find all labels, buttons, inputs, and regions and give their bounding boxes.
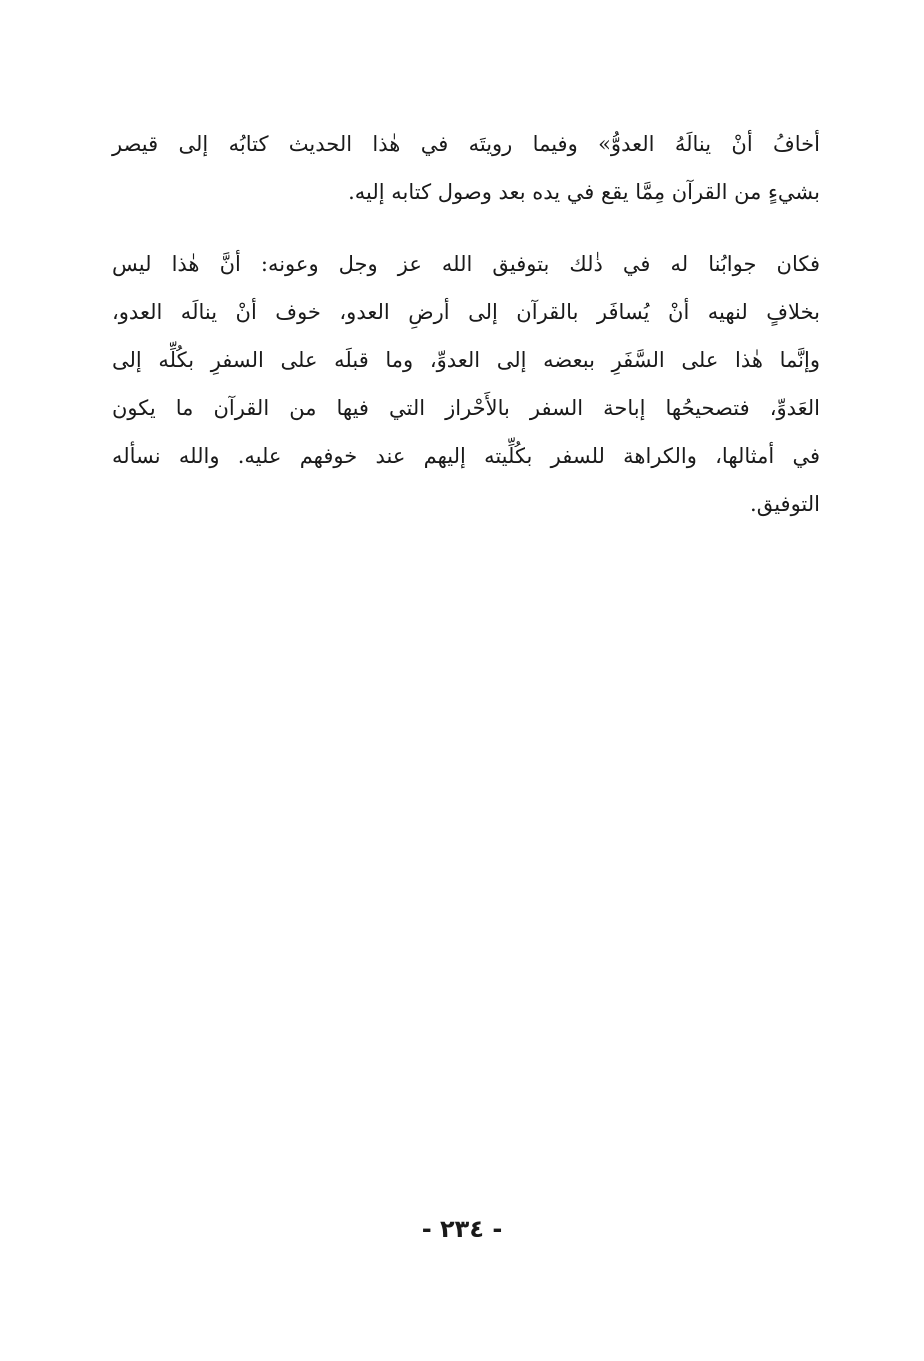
text-line: بخلافٍ لنهيه أنْ يُسافَر بالقرآن إلى أرضِ العدو، خوف أنْ ينالَه العدو، — [112, 300, 820, 324]
text-line: وإنَّما هٰذا على السَّفَرِ ببعضه إلى العدوِّ، وما قبلَه على السفرِ بكُلِّه إلى — [112, 348, 820, 372]
paragraph-1 — [112, 120, 820, 216]
text-line: العَدوِّ، فتصحيحُها إباحة السفر بالأَحْراز التي فيها من القرآن ما يكون — [112, 396, 820, 420]
text-line: في أمثالها، والكراهة للسفر بكُلِّيته إليهم عند خوفهم عليه. والله نسأله — [112, 444, 820, 468]
text-line: التوفيق. — [750, 492, 820, 516]
text-line: أخافُ أنْ ينالَهُ العدوُّ» وفيما رويتَه في هٰذا الحديث كتابُه إلى قيصر — [112, 132, 820, 156]
text-line: فكان جوابُنا له في ذٰلك بتوفيق الله عز وجل وعونه: أنَّ هٰذا ليس — [112, 252, 820, 276]
paragraph-2 — [112, 240, 820, 528]
text-line: بشيءٍ من القرآن مِمَّا يقع في يده بعد وصول كتابه إليه. — [348, 180, 820, 204]
page-number: - ٢٣٤ - — [421, 1215, 503, 1243]
